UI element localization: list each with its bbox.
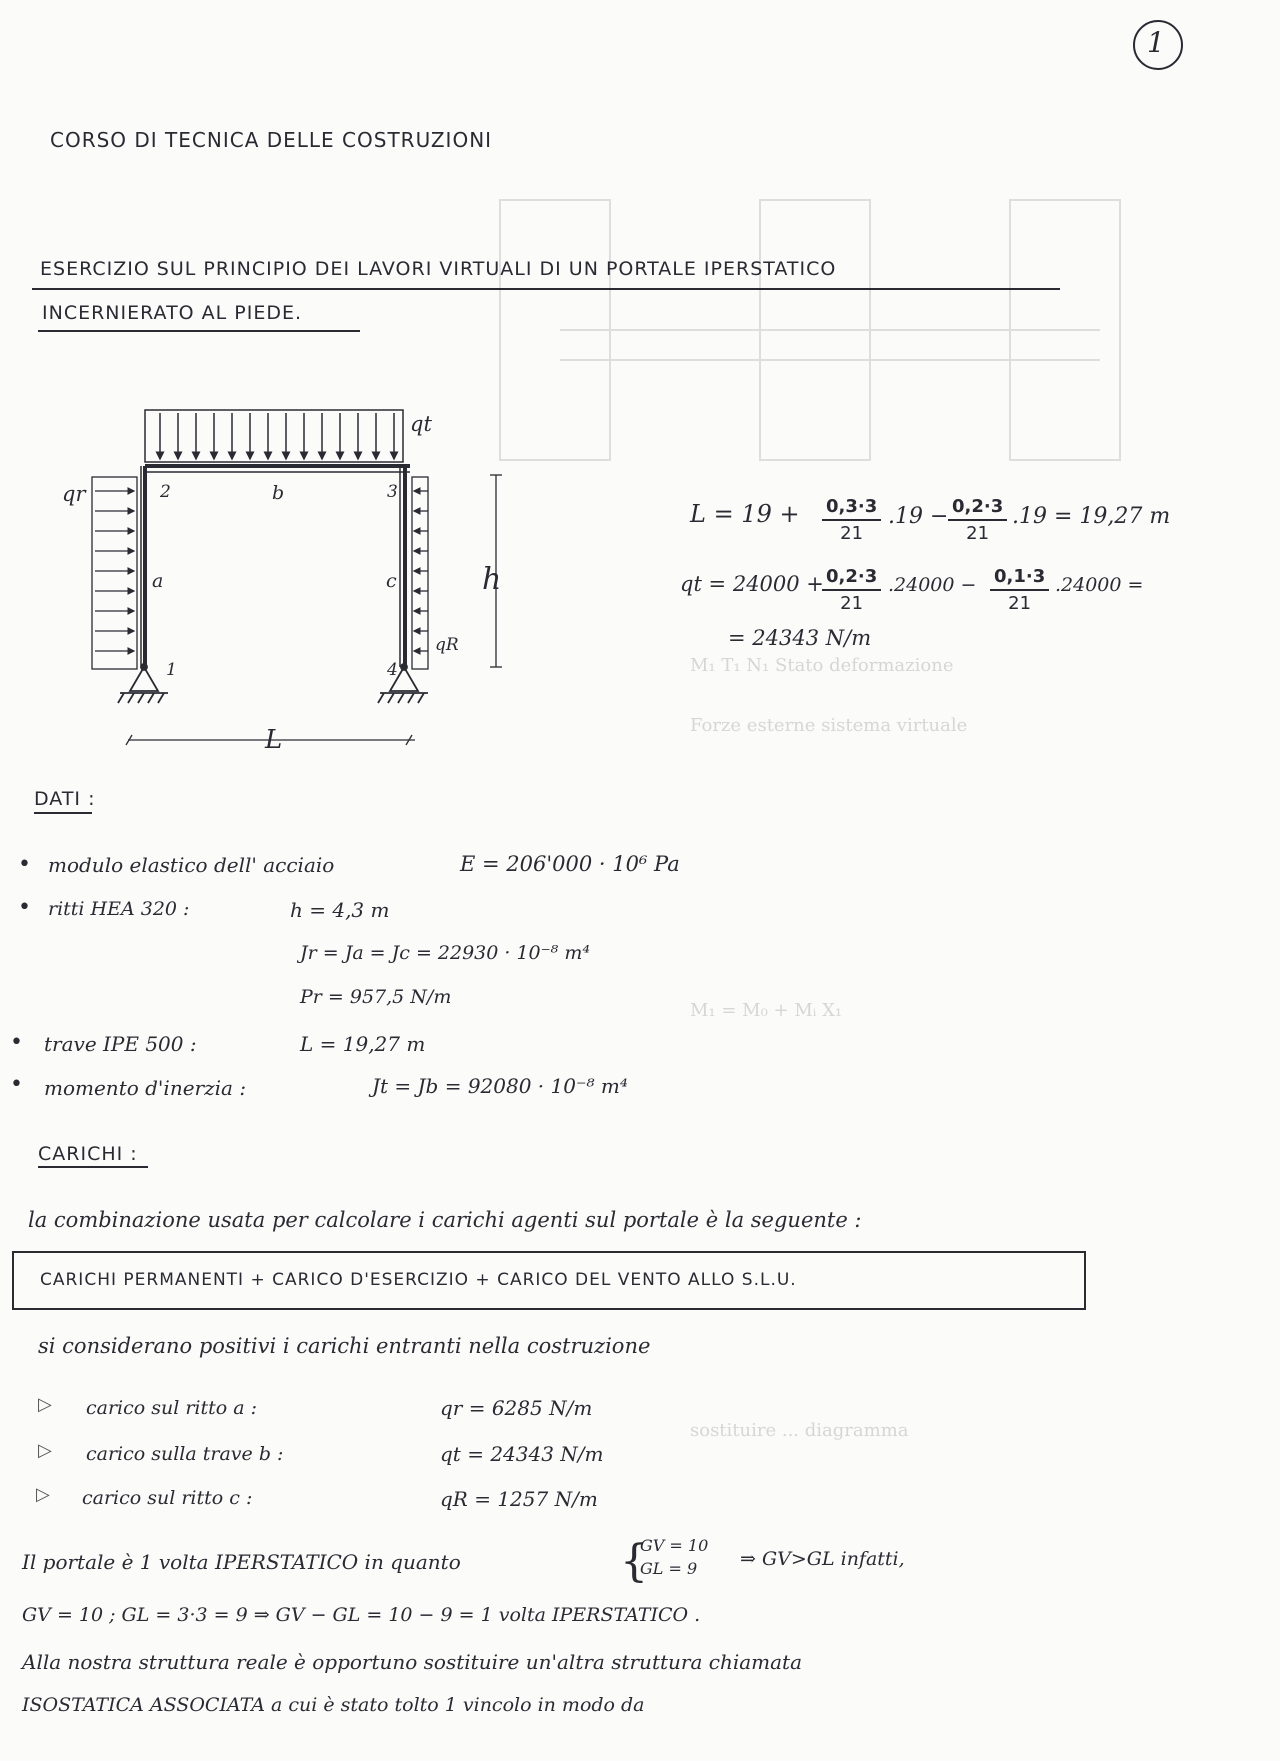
dati-item1-value: E = 206'000 · 10⁶ Pa — [460, 852, 680, 876]
formula-L-frac2-num: 0,2·3 — [948, 496, 1007, 521]
load-2-value: qt = 24343 N/m — [440, 1442, 604, 1466]
closing-brace: { — [620, 1536, 648, 1587]
node-4: 4 — [387, 660, 398, 680]
node-1: 1 — [166, 660, 177, 680]
carichi-positive-note: si considerano positivi i carichi entranti nella costruzione — [38, 1334, 651, 1358]
hinge-supports — [118, 664, 428, 703]
node-2: 2 — [160, 482, 171, 502]
load-3-marker-icon: ▷ — [36, 1484, 50, 1505]
formula-qt-frac2-num: 0,1·3 — [990, 566, 1049, 591]
member-a-label: a — [152, 570, 164, 592]
exercise-title-line1: ESERCIZIO SUL PRINCIPIO DEI LAVORI VIRTUALI DI UN PORTALE IPERSTATICO — [40, 258, 837, 280]
span-L-label: L — [265, 725, 283, 755]
course-title: CORSO DI TECNICA DELLE COSTRUZIONI — [50, 128, 493, 152]
load-combination-text: CARICHI PERMANENTI + CARICO D'ESERCIZIO + CARICO DEL VENTO ALLO S.L.U. — [40, 1270, 797, 1290]
dati-item3-label: trave IPE 500 : — [44, 1032, 197, 1056]
load-3-label: carico sul ritto c : — [82, 1487, 253, 1509]
label-qr: qr — [62, 482, 86, 506]
bleed-line-1: M₁ T₁ N₁ Stato deformazione — [690, 655, 954, 676]
formula-L-frac2-den: 21 — [966, 523, 990, 544]
formula-qt-tail: .24000 = — [1055, 574, 1144, 596]
closing-line1-b: ⇒ GV>GL infatti, — [740, 1548, 905, 1570]
dati-bullet-2: • — [18, 895, 31, 920]
title-underline-1 — [32, 288, 1060, 290]
formula-qt-frac2-den: 21 — [1008, 593, 1032, 614]
load-qt-distributed — [145, 410, 403, 462]
formula-L-frac2 — [948, 496, 1007, 544]
load-2-label: carico sulla trave b : — [86, 1443, 284, 1465]
dimension-lines — [126, 475, 502, 745]
load-1-marker-icon: ▷ — [38, 1394, 52, 1415]
dati-item2-label: ritti HEA 320 : — [48, 898, 190, 920]
formula-qt-frac1-num: 0,2·3 — [822, 566, 881, 591]
formula-L-mid: .19 − — [888, 504, 949, 529]
formula-L-frac1-den: 21 — [840, 523, 864, 544]
formula-L-lhs: L = 19 + — [690, 500, 800, 528]
closing-brace-gl: GL = 9 — [640, 1559, 698, 1578]
node-3: 3 — [387, 482, 398, 502]
load-qR-right — [412, 477, 428, 669]
formula-qt-lhs: qt = 24000 + — [680, 572, 824, 596]
formula-qt-frac1 — [822, 566, 881, 614]
closing-line2: GV = 10 ; GL = 3·3 = 9 ⇒ GV − GL = 10 − 9 = 1 volta IPERSTATICO . — [22, 1604, 701, 1626]
dati-underline — [34, 812, 92, 814]
member-b-label: b — [272, 482, 285, 504]
carichi-heading: CARICHI : — [38, 1143, 138, 1165]
dati-item4-value: Jt = Jb = 92080 · 10⁻⁸ m⁴ — [372, 1074, 628, 1098]
carichi-underline — [38, 1166, 148, 1168]
dati-item3-value: L = 19,27 m — [300, 1032, 426, 1056]
load-1-label: carico sul ritto a : — [86, 1397, 258, 1419]
closing-line1-a: Il portale è 1 volta IPERSTATICO in quanto — [22, 1550, 461, 1574]
dati-item1-label: modulo elastico dell' acciaio — [48, 853, 335, 877]
formula-L-frac1 — [822, 496, 881, 544]
formula-L-tail: .19 = 19,27 m — [1012, 504, 1171, 529]
member-c-label: c — [386, 570, 397, 592]
dati-item4-label: momento d'inerzia : — [44, 1076, 247, 1100]
dati-bullet-3: • — [10, 1030, 23, 1055]
closing-line3: Alla nostra struttura reale è opportuno sostituire un'altra struttura chiamata — [22, 1650, 802, 1674]
bleed-line-2: Forze esterne sistema virtuale — [690, 715, 968, 736]
formula-qt-result: = 24343 N/m — [728, 626, 872, 650]
load-3-value: qR = 1257 N/m — [440, 1487, 598, 1511]
load-1-value: qr = 6285 N/m — [440, 1396, 593, 1420]
dati-bullet-1: • — [18, 852, 31, 877]
dati-item2-P: Pr = 957,5 N/m — [300, 986, 452, 1008]
load-qr-left — [92, 477, 137, 669]
exercise-title-line2: INCERNIERATO AL PIEDE. — [42, 302, 303, 324]
load-2-marker-icon: ▷ — [38, 1440, 52, 1461]
carichi-intro: la combinazione usata per calcolare i carichi agenti sul portale è la seguente : — [28, 1208, 862, 1232]
formula-qt-frac2 — [990, 566, 1049, 614]
page-number: 1 — [1147, 26, 1165, 59]
closing-line4: ISOSTATICA ASSOCIATA a cui è stato tolto 1 vincolo in modo da — [22, 1694, 645, 1716]
height-h-label: h — [482, 562, 502, 597]
dati-bullet-4: • — [10, 1072, 23, 1097]
title-underline-2 — [38, 330, 360, 332]
formula-qt-mid: .24000 − — [888, 574, 977, 596]
label-qt: qt — [410, 412, 432, 436]
bleed-line-4: sostituire ... diagramma — [690, 1420, 909, 1441]
portal-frame-diagram — [40, 395, 540, 760]
dati-item2-J: Jr = Ja = Jc = 22930 · 10⁻⁸ m⁴ — [300, 942, 590, 964]
label-qR: qR — [435, 635, 459, 655]
dati-heading: DATI : — [34, 788, 96, 810]
formula-qt-frac1-den: 21 — [840, 593, 864, 614]
dati-item2-h: h = 4,3 m — [290, 898, 390, 922]
closing-brace-gv: GV = 10 — [640, 1536, 709, 1555]
formula-L-frac1-num: 0,3·3 — [822, 496, 881, 521]
bleed-line-3: M₁ = M₀ + Mᵢ X₁ — [690, 1000, 843, 1021]
